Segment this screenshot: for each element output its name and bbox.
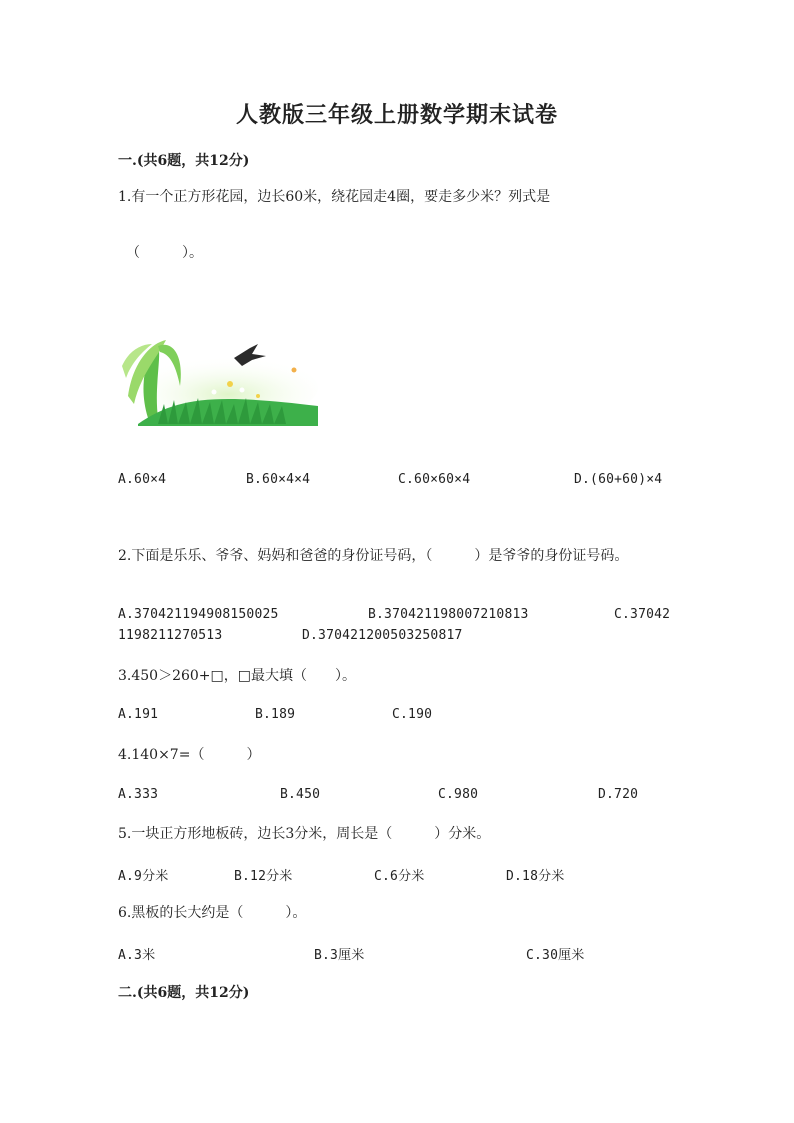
option-b[interactable]: B.370421198007210813	[368, 607, 529, 622]
question-1-options	[118, 472, 678, 492]
question-2-stem: 2.下面是乐乐、爷爷、妈妈和爸爸的身份证号码，（ ）是爷爷的身份证号码。	[118, 548, 629, 564]
option-a[interactable]: A.60×4	[118, 472, 167, 487]
spring-scene-illustration	[118, 326, 318, 426]
option-a[interactable]: A.3米	[118, 948, 156, 963]
option-c[interactable]: C.190	[392, 707, 433, 722]
question-5-stem: 5.一块正方形地板砖，边长3分米，周长是（ ）分米。	[118, 826, 491, 842]
section-two-heading: 二.(共6题，共12分)	[118, 985, 250, 1001]
question-6-stem: 6.黑板的长大约是（ ）。	[118, 905, 307, 921]
option-b[interactable]: B.60×4×4	[246, 472, 311, 487]
section-one-heading: 一.(共6题，共12分)	[118, 153, 250, 169]
option-b[interactable]: B.450	[280, 787, 321, 802]
option-d[interactable]: D.(60+60)×4	[574, 472, 663, 487]
question-6-options	[118, 944, 678, 964]
option-d[interactable]: D.370421200503250817	[302, 628, 463, 643]
option-c[interactable]: C.6分米	[374, 869, 425, 884]
question-5-options	[118, 865, 678, 885]
question-4-options	[118, 787, 678, 807]
option-a[interactable]: A.370421194908150025	[118, 607, 279, 622]
option-c[interactable]: C.60×60×4	[398, 472, 471, 487]
page-title: 人教版三年级上册数学期末试卷	[235, 102, 558, 128]
option-a[interactable]: A.9分米	[118, 869, 169, 884]
option-c[interactable]: C.980	[438, 787, 479, 802]
option-a[interactable]: A.333	[118, 787, 159, 802]
option-c-part-2[interactable]: 1198211270513	[118, 628, 223, 643]
question-4-stem: 4.140×7=（ ）	[118, 747, 261, 763]
option-b[interactable]: B.3厘米	[314, 948, 365, 963]
question-3-options	[118, 707, 678, 727]
question-1-blank: （ ）。	[126, 245, 203, 261]
question-3-stem: 3.450＞260+□，□最大填（ ）。	[118, 668, 356, 684]
question-1-stem: 1.有一个正方形花园，边长60米，绕花园走4圈，要走多少米？列式是	[118, 189, 551, 205]
option-b[interactable]: B.12分米	[234, 869, 293, 884]
option-d[interactable]: D.18分米	[506, 869, 565, 884]
question-2-options-line-1	[118, 607, 678, 627]
option-b[interactable]: B.189	[255, 707, 296, 722]
option-a[interactable]: A.191	[118, 707, 159, 722]
option-c[interactable]: C.30厘米	[526, 948, 585, 963]
question-2-options-line-2	[118, 628, 678, 648]
option-d[interactable]: D.720	[598, 787, 639, 802]
option-c-part-1[interactable]: C.37042	[614, 607, 671, 622]
